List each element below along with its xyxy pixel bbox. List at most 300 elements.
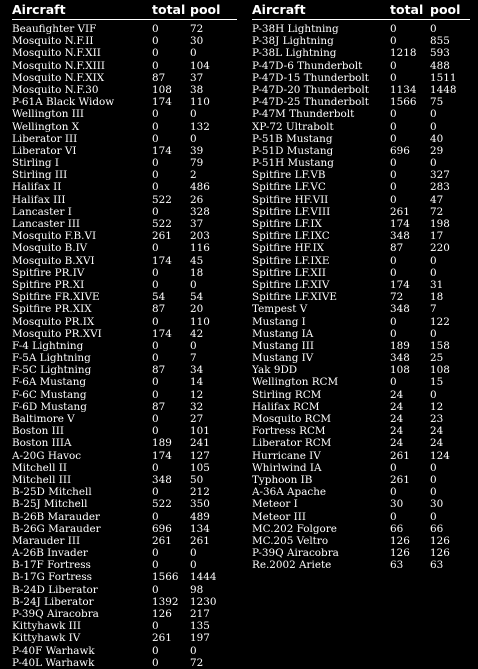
total-cell: 87 bbox=[152, 303, 166, 316]
pool-cell: 15 bbox=[430, 376, 444, 389]
header-pool[interactable]: pool bbox=[190, 2, 221, 17]
table-row[interactable] bbox=[252, 389, 470, 401]
total-cell: 126 bbox=[390, 534, 410, 547]
table-row[interactable] bbox=[12, 571, 237, 583]
table-row[interactable] bbox=[12, 413, 237, 425]
table-row[interactable] bbox=[252, 60, 470, 72]
total-cell: 0 bbox=[152, 47, 159, 60]
table-row[interactable] bbox=[252, 486, 470, 498]
pool-cell: 198 bbox=[430, 218, 450, 230]
pool-cell: 101 bbox=[190, 425, 210, 438]
table-row[interactable] bbox=[12, 84, 237, 96]
aircraft-cell: Boston III bbox=[12, 425, 64, 438]
total-cell: 1392 bbox=[152, 595, 179, 608]
aircraft-cell: Halifax II bbox=[12, 181, 62, 194]
aircraft-cell: Hurricane IV bbox=[252, 449, 321, 462]
total-cell: 0 bbox=[152, 583, 159, 596]
aircraft-cell: B-17F Fortress bbox=[12, 559, 91, 572]
table-row[interactable] bbox=[12, 389, 237, 401]
table-row[interactable] bbox=[12, 218, 237, 230]
table-row[interactable] bbox=[252, 462, 470, 474]
table-row[interactable] bbox=[252, 96, 470, 108]
table-row[interactable] bbox=[12, 523, 237, 535]
table-row[interactable] bbox=[12, 169, 237, 181]
table-row[interactable] bbox=[12, 474, 237, 486]
table-row[interactable] bbox=[12, 401, 237, 413]
pool-cell: 27 bbox=[190, 413, 204, 425]
pool-cell: 39 bbox=[190, 144, 204, 157]
aircraft-cell: P-51D Mustang bbox=[252, 144, 334, 157]
aircraft-cell: Mosquito B.XVI bbox=[12, 254, 95, 267]
total-cell: 174 bbox=[152, 449, 172, 462]
total-cell: 0 bbox=[152, 559, 159, 572]
aircraft-cell: Wellington III bbox=[12, 108, 85, 121]
table-row[interactable] bbox=[12, 279, 237, 291]
table-row[interactable] bbox=[12, 596, 237, 608]
pool-cell: 98 bbox=[190, 583, 204, 596]
aircraft-cell: MC.202 Folgore bbox=[252, 522, 337, 535]
table-row[interactable] bbox=[252, 364, 470, 376]
aircraft-table-right bbox=[252, 3, 470, 571]
pool-cell: 14 bbox=[190, 376, 204, 389]
total-cell: 87 bbox=[152, 364, 166, 377]
pool-cell: 0 bbox=[430, 486, 437, 499]
total-cell: 0 bbox=[152, 242, 159, 255]
pool-cell: 855 bbox=[430, 35, 450, 48]
aircraft-cell: A-26B Invader bbox=[12, 547, 88, 560]
aircraft-cell: Lancaster I bbox=[12, 205, 72, 218]
table-row[interactable] bbox=[252, 194, 470, 206]
aircraft-cell: B-26G Marauder bbox=[12, 522, 101, 535]
total-cell: 0 bbox=[390, 461, 397, 474]
pool-cell: 122 bbox=[430, 315, 450, 328]
table-row[interactable] bbox=[12, 462, 237, 474]
table-row[interactable] bbox=[12, 181, 237, 193]
pool-cell: 25 bbox=[430, 352, 444, 365]
table-row[interactable] bbox=[12, 303, 237, 315]
total-cell: 0 bbox=[152, 169, 159, 182]
table-row[interactable] bbox=[252, 474, 470, 486]
total-cell: 174 bbox=[152, 96, 172, 109]
table-row[interactable] bbox=[252, 181, 470, 193]
pool-cell: 0 bbox=[430, 266, 437, 279]
total-cell: 0 bbox=[152, 132, 159, 145]
total-cell: 24 bbox=[390, 388, 404, 401]
aircraft-cell: Spitfire PR.XI bbox=[12, 278, 85, 291]
aircraft-cell: Whirlwind IA bbox=[252, 461, 322, 474]
total-cell: 696 bbox=[152, 522, 172, 535]
total-cell: 87 bbox=[152, 71, 166, 84]
pool-cell: 0 bbox=[430, 510, 437, 523]
pool-cell: 241 bbox=[190, 437, 210, 450]
table-row[interactable] bbox=[12, 60, 237, 72]
aircraft-cell: Mustang III bbox=[252, 339, 314, 352]
aircraft-cell: B-25J Mitchell bbox=[12, 498, 88, 511]
pool-cell: 1511 bbox=[430, 71, 457, 84]
table-row[interactable] bbox=[252, 376, 470, 388]
table-row[interactable] bbox=[12, 645, 237, 657]
table-row[interactable] bbox=[12, 328, 237, 340]
pool-cell: 110 bbox=[190, 315, 210, 328]
aircraft-cell: Spitfire LF.VIII bbox=[252, 205, 331, 218]
aircraft-cell: P-47D-20 Thunderbolt bbox=[252, 83, 369, 96]
table-row[interactable] bbox=[12, 72, 237, 84]
pool-cell: 104 bbox=[190, 59, 210, 72]
table-row[interactable] bbox=[252, 559, 470, 571]
pool-cell: 30 bbox=[430, 498, 444, 511]
pool-cell: 127 bbox=[190, 449, 210, 462]
table-row[interactable] bbox=[12, 255, 237, 267]
aircraft-cell: P-40F Warhawk bbox=[12, 644, 95, 657]
total-cell: 348 bbox=[390, 352, 410, 365]
aircraft-cell: Meteor I bbox=[252, 498, 298, 511]
aircraft-cell: Kittyhawk III bbox=[12, 620, 82, 633]
aircraft-cell: Stirling III bbox=[12, 169, 68, 182]
pool-cell: 0 bbox=[190, 339, 197, 352]
aircraft-cell: P-61A Black Widow bbox=[12, 96, 115, 109]
pool-cell: 108 bbox=[430, 364, 450, 377]
total-cell: 0 bbox=[390, 157, 397, 170]
aircraft-cell: Spitfire LF.VC bbox=[252, 181, 326, 194]
table-row[interactable] bbox=[252, 255, 470, 267]
table-row[interactable] bbox=[252, 352, 470, 364]
total-cell: 261 bbox=[152, 534, 172, 547]
total-cell: 261 bbox=[390, 449, 410, 462]
total-cell: 108 bbox=[152, 83, 172, 96]
total-cell: 1134 bbox=[390, 83, 417, 96]
header-pool[interactable]: pool bbox=[430, 2, 461, 17]
table-row[interactable] bbox=[12, 437, 237, 449]
table-row[interactable] bbox=[12, 425, 237, 437]
aircraft-cell: Liberator RCM bbox=[252, 437, 332, 450]
table-row[interactable] bbox=[252, 206, 470, 218]
pool-cell: 158 bbox=[430, 339, 450, 352]
table-row[interactable] bbox=[12, 133, 237, 145]
table-row[interactable] bbox=[12, 584, 237, 596]
total-cell: 24 bbox=[390, 400, 404, 413]
header-aircraft[interactable]: Aircraft bbox=[12, 3, 66, 17]
total-cell: 0 bbox=[152, 120, 159, 133]
aircraft-cell: Baltimore V bbox=[12, 413, 75, 425]
total-cell: 0 bbox=[390, 193, 397, 206]
total-cell: 24 bbox=[390, 413, 404, 425]
table-row[interactable] bbox=[12, 121, 237, 133]
aircraft-cell: Wellington X bbox=[12, 120, 80, 133]
table-row[interactable] bbox=[12, 547, 237, 559]
table-row[interactable] bbox=[252, 267, 470, 279]
table-row[interactable] bbox=[252, 340, 470, 352]
aircraft-cell: Mosquito N.F.II bbox=[12, 35, 94, 48]
table-row[interactable] bbox=[12, 291, 237, 303]
aircraft-cell: Typhoon IB bbox=[252, 473, 313, 486]
total-cell: 189 bbox=[390, 339, 410, 352]
table-row[interactable] bbox=[12, 230, 237, 242]
table-row[interactable] bbox=[252, 547, 470, 559]
aircraft-cell: P-40L Warhawk bbox=[12, 656, 95, 669]
total-cell: 522 bbox=[152, 218, 172, 230]
total-cell: 0 bbox=[152, 266, 159, 279]
table-row[interactable] bbox=[252, 35, 470, 47]
table-row[interactable] bbox=[252, 291, 470, 303]
aircraft-cell: Spitfire PR.IV bbox=[12, 266, 85, 279]
pool-cell: 350 bbox=[190, 498, 210, 511]
pool-cell: 0 bbox=[190, 547, 197, 560]
total-cell: 0 bbox=[390, 510, 397, 523]
total-cell: 0 bbox=[152, 620, 159, 633]
total-cell: 1218 bbox=[390, 47, 417, 60]
table-row[interactable] bbox=[12, 194, 237, 206]
pool-cell: 42 bbox=[190, 327, 204, 340]
aircraft-cell: MC.205 Veltro bbox=[252, 534, 329, 547]
aircraft-cell: Mosquito RCM bbox=[252, 413, 332, 425]
table-row[interactable] bbox=[252, 133, 470, 145]
total-cell: 54 bbox=[152, 291, 166, 304]
aircraft-cell: Mosquito N.F.XIII bbox=[12, 59, 105, 72]
table-row[interactable] bbox=[12, 632, 237, 644]
pool-cell: 29 bbox=[430, 144, 444, 157]
aircraft-cell: Marauder III bbox=[12, 534, 81, 547]
pool-cell: 47 bbox=[430, 193, 444, 206]
pool-cell: 132 bbox=[190, 120, 210, 133]
total-cell: 0 bbox=[152, 352, 159, 365]
pool-cell: 0 bbox=[430, 120, 437, 133]
table-row[interactable] bbox=[252, 84, 470, 96]
total-cell: 0 bbox=[152, 315, 159, 328]
pool-cell: 486 bbox=[190, 181, 210, 194]
table-row[interactable] bbox=[12, 145, 237, 157]
aircraft-cell: XP-72 Ultrabolt bbox=[252, 120, 334, 133]
table-row[interactable] bbox=[12, 352, 237, 364]
total-cell: 0 bbox=[390, 35, 397, 48]
total-cell: 0 bbox=[390, 181, 397, 194]
table-row[interactable] bbox=[252, 23, 470, 35]
header-aircraft[interactable]: Aircraft bbox=[252, 3, 306, 17]
aircraft-cell: A-20G Havoc bbox=[12, 449, 82, 462]
pool-cell: 40 bbox=[430, 132, 444, 145]
table-row[interactable] bbox=[252, 316, 470, 328]
aircraft-cell: B-24D Liberator bbox=[12, 583, 98, 596]
aircraft-cell: Kittyhawk IV bbox=[12, 632, 81, 645]
aircraft-cell: Mustang IV bbox=[252, 352, 314, 365]
pool-cell: 26 bbox=[190, 193, 204, 206]
table-row[interactable] bbox=[252, 401, 470, 413]
total-cell: 72 bbox=[390, 291, 404, 304]
total-cell: 0 bbox=[390, 315, 397, 328]
table-row[interactable] bbox=[12, 108, 237, 120]
table-row[interactable] bbox=[12, 157, 237, 169]
total-cell: 24 bbox=[390, 425, 404, 438]
table-row[interactable] bbox=[252, 511, 470, 523]
total-cell: 87 bbox=[152, 400, 166, 413]
aircraft-cell: Mustang IA bbox=[252, 327, 314, 340]
table-row[interactable] bbox=[252, 108, 470, 120]
aircraft-cell: Halifax III bbox=[12, 193, 66, 206]
table-row[interactable] bbox=[12, 498, 237, 510]
table-row[interactable] bbox=[252, 47, 470, 59]
table-row[interactable] bbox=[252, 437, 470, 449]
pool-cell: 489 bbox=[190, 510, 210, 523]
aircraft-cell: Mitchell III bbox=[12, 473, 72, 486]
table-row[interactable] bbox=[12, 511, 237, 523]
aircraft-cell: P-47D-25 Thunderbolt bbox=[252, 96, 369, 109]
table-row[interactable] bbox=[252, 169, 470, 181]
table-row[interactable] bbox=[252, 328, 470, 340]
total-cell: 0 bbox=[390, 71, 397, 84]
table-row[interactable] bbox=[12, 206, 237, 218]
aircraft-cell: P-51B Mustang bbox=[252, 132, 333, 145]
pool-cell: 7 bbox=[190, 352, 197, 365]
total-cell: 0 bbox=[152, 23, 159, 35]
table-row[interactable] bbox=[12, 535, 237, 547]
pool-cell: 0 bbox=[190, 559, 197, 572]
table-row[interactable] bbox=[12, 486, 237, 498]
pool-cell: 0 bbox=[430, 23, 437, 35]
pool-cell: 1448 bbox=[430, 83, 457, 96]
pool-cell: 18 bbox=[430, 291, 444, 304]
table-row[interactable] bbox=[252, 303, 470, 315]
aircraft-cell: B-26B Marauder bbox=[12, 510, 100, 523]
aircraft-cell: Lancaster III bbox=[12, 218, 81, 230]
table-row[interactable] bbox=[252, 535, 470, 547]
table-row[interactable] bbox=[12, 242, 237, 254]
pool-cell: 328 bbox=[190, 205, 210, 218]
total-cell: 0 bbox=[152, 59, 159, 72]
pool-cell: 124 bbox=[430, 449, 450, 462]
table-row[interactable] bbox=[12, 316, 237, 328]
table-row[interactable] bbox=[12, 23, 237, 35]
pool-cell: 220 bbox=[430, 242, 450, 255]
table-row[interactable] bbox=[252, 230, 470, 242]
aircraft-cell: Beaufighter VIF bbox=[12, 23, 97, 35]
table-row[interactable] bbox=[12, 620, 237, 632]
pool-cell: 72 bbox=[430, 205, 444, 218]
pool-cell: 0 bbox=[190, 47, 197, 60]
table-row[interactable] bbox=[252, 157, 470, 169]
pool-cell: 593 bbox=[430, 47, 450, 60]
table-row[interactable] bbox=[252, 279, 470, 291]
table-row[interactable] bbox=[12, 364, 237, 376]
total-cell: 0 bbox=[152, 413, 159, 425]
aircraft-cell: Meteor III bbox=[252, 510, 306, 523]
pool-cell: 17 bbox=[430, 230, 444, 243]
table-row[interactable] bbox=[12, 35, 237, 47]
table-row[interactable] bbox=[252, 145, 470, 157]
table-row[interactable] bbox=[252, 425, 470, 437]
total-cell: 174 bbox=[152, 144, 172, 157]
aircraft-cell: F-6D Mustang bbox=[12, 400, 87, 413]
aircraft-table-left bbox=[12, 3, 237, 669]
aircraft-cell: Stirling RCM bbox=[252, 388, 322, 401]
pool-cell: 24 bbox=[430, 437, 444, 450]
pool-cell: 38 bbox=[190, 83, 204, 96]
total-cell: 1566 bbox=[390, 96, 417, 109]
total-cell: 348 bbox=[390, 230, 410, 243]
pool-cell: 30 bbox=[190, 35, 204, 48]
aircraft-cell: Mosquito F.B.VI bbox=[12, 230, 97, 243]
total-cell: 66 bbox=[390, 522, 404, 535]
pool-cell: 32 bbox=[190, 400, 204, 413]
total-cell: 0 bbox=[390, 486, 397, 499]
pool-cell: 24 bbox=[430, 425, 444, 438]
total-cell: 0 bbox=[152, 388, 159, 401]
total-cell: 0 bbox=[390, 108, 397, 121]
pool-cell: 34 bbox=[190, 364, 204, 377]
pool-cell: 134 bbox=[190, 522, 210, 535]
aircraft-cell: P-47D-15 Thunderbolt bbox=[252, 71, 369, 84]
total-cell: 261 bbox=[152, 632, 172, 645]
total-cell: 348 bbox=[390, 303, 410, 316]
pool-cell: 45 bbox=[190, 254, 204, 267]
pool-cell: 0 bbox=[190, 132, 197, 145]
table-row[interactable] bbox=[12, 608, 237, 620]
total-cell: 522 bbox=[152, 193, 172, 206]
pool-cell: 0 bbox=[430, 157, 437, 170]
aircraft-cell: Stirling I bbox=[12, 157, 59, 170]
table-row[interactable] bbox=[12, 340, 237, 352]
total-cell: 696 bbox=[390, 144, 410, 157]
aircraft-cell: Spitfire LF.XII bbox=[252, 266, 327, 279]
table-row[interactable] bbox=[252, 218, 470, 230]
table-row[interactable] bbox=[252, 121, 470, 133]
total-cell: 261 bbox=[390, 205, 410, 218]
aircraft-cell: Spitfire PR.XIX bbox=[12, 303, 92, 316]
table-row[interactable] bbox=[252, 498, 470, 510]
total-cell: 0 bbox=[390, 120, 397, 133]
pool-cell: 0 bbox=[430, 327, 437, 340]
aircraft-cell: Mosquito N.F.30 bbox=[12, 83, 99, 96]
total-cell: 522 bbox=[152, 498, 172, 511]
table-row[interactable] bbox=[252, 72, 470, 84]
aircraft-cell: Boston IIIA bbox=[12, 437, 72, 450]
total-cell: 126 bbox=[390, 547, 410, 560]
header-total[interactable]: total bbox=[390, 2, 424, 17]
table-row[interactable] bbox=[252, 413, 470, 425]
pool-cell: 31 bbox=[430, 278, 444, 291]
pool-cell: 18 bbox=[190, 266, 204, 279]
total-cell: 0 bbox=[152, 108, 159, 121]
header-total[interactable]: total bbox=[152, 2, 186, 17]
pool-cell: 126 bbox=[430, 547, 450, 560]
table-row[interactable] bbox=[12, 559, 237, 571]
aircraft-cell: Mosquito PR.XVI bbox=[12, 327, 102, 340]
total-cell: 0 bbox=[390, 327, 397, 340]
aircraft-cell: Halifax RCM bbox=[252, 400, 320, 413]
table-row[interactable] bbox=[252, 450, 470, 462]
table-row[interactable] bbox=[12, 96, 237, 108]
total-cell: 30 bbox=[390, 498, 404, 511]
total-cell: 0 bbox=[390, 266, 397, 279]
pool-cell: 488 bbox=[430, 59, 450, 72]
pool-cell: 75 bbox=[430, 96, 444, 109]
total-cell: 24 bbox=[390, 437, 404, 450]
table-row[interactable] bbox=[252, 242, 470, 254]
pool-cell: 261 bbox=[190, 534, 210, 547]
table-row[interactable] bbox=[12, 376, 237, 388]
aircraft-cell: Spitfire HF.VII bbox=[252, 193, 329, 206]
total-cell: 174 bbox=[390, 278, 410, 291]
table-row[interactable] bbox=[252, 523, 470, 535]
total-cell: 126 bbox=[152, 608, 172, 620]
aircraft-cell: P-39Q Airacobra bbox=[12, 608, 99, 620]
table-row[interactable] bbox=[12, 267, 237, 279]
total-cell: 0 bbox=[152, 547, 159, 560]
aircraft-cell: B-24J Liberator bbox=[12, 595, 94, 608]
table-row[interactable] bbox=[12, 450, 237, 462]
total-cell: 0 bbox=[152, 425, 159, 438]
aircraft-cell: Mosquito N.F.XII bbox=[12, 47, 101, 60]
table-row[interactable] bbox=[12, 47, 237, 59]
total-cell: 63 bbox=[390, 559, 404, 572]
